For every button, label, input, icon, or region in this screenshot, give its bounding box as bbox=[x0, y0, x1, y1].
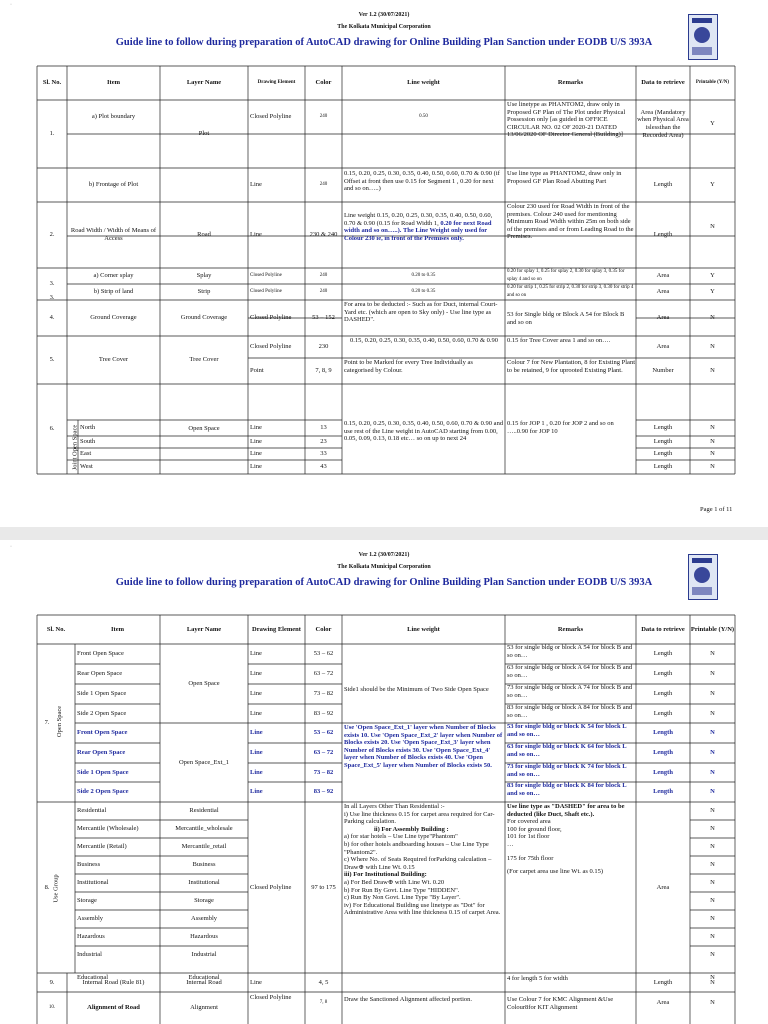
row-6-layer: Open Space bbox=[188, 425, 220, 433]
row-8-item: Residential bbox=[77, 807, 107, 815]
row-1-sl: 1. bbox=[49, 130, 55, 138]
row-6-east-element: Line bbox=[250, 450, 262, 458]
row-7-item: Rear Open Space bbox=[77, 749, 126, 757]
row-7-data: Length bbox=[653, 650, 673, 658]
row-6-west-item: West bbox=[80, 463, 93, 471]
row-3b-element: Closed Polyline bbox=[250, 289, 282, 295]
row-7-data: Length bbox=[653, 670, 673, 678]
corporation-name-2: The Kolkata Municipal Corporation bbox=[337, 564, 431, 570]
row-10-layer: Alignment bbox=[190, 1004, 218, 1012]
row-7-item: Side 2 Open Space bbox=[77, 788, 129, 796]
row-7-group-label: Open Space bbox=[56, 705, 64, 738]
row-8-item: Institutional bbox=[77, 879, 109, 887]
row-8-item: Industrial bbox=[77, 951, 102, 959]
row-7-printable: N bbox=[710, 670, 715, 678]
row-6-south-color: 23 bbox=[320, 438, 327, 446]
row-8-item: Storage bbox=[77, 897, 97, 905]
row-6-north-item: North bbox=[80, 424, 96, 432]
row-7-color: 63 – 72 bbox=[313, 670, 334, 678]
p2-col-header-data: Data to retrieve bbox=[641, 625, 685, 633]
row-1a-weight: 0.50 bbox=[419, 114, 428, 120]
row-7-item: Side 1 Open Space bbox=[77, 768, 129, 776]
row-5a-printable: N bbox=[710, 343, 715, 351]
row-6-east-color: 33 bbox=[320, 450, 327, 458]
row-3b-data: Area bbox=[656, 288, 670, 296]
row-8-layer: Institutional bbox=[188, 879, 220, 887]
version-label: Ver 1.2 (30/07/2021) bbox=[358, 12, 410, 18]
row-2-printable: N bbox=[710, 223, 715, 231]
row-3b-layer: Strip bbox=[197, 288, 211, 296]
row-5a-weight: 0.15, 0.20, 0.25, 0.30, 0.35, 0.40, 0.50, 0.60, 0.70 & 0.90 bbox=[349, 337, 499, 344]
row-7-element: Line bbox=[250, 788, 263, 796]
row-1b-weight: 0.15, 0.20, 0.25, 0.30, 0.35, 0.40, 0.50, 0.60, 0.70 & 0.90 (if Offset at front then use 0.15 for Segment 1 , 0.20 for next and so on…..) bbox=[344, 170, 500, 193]
row-6-west-element: Line bbox=[250, 463, 262, 471]
row-8-weight-line: b) For Run By Govt. Line Type "HIDDEN". bbox=[344, 886, 460, 894]
row-2-data: Length bbox=[653, 231, 673, 239]
row-4-item: Ground Coverage bbox=[90, 314, 137, 322]
row-7-remarks: 83 for single bldg or block K 84 for block L and so on… bbox=[507, 782, 627, 797]
row-8-weight-line: ii) For Assembly Building : bbox=[374, 825, 449, 833]
p2-col-header-color: Color bbox=[315, 625, 332, 633]
row-8-weight-line: iii) For Institutional Building: bbox=[344, 871, 427, 879]
row-10-weight: Draw the Sanctioned Alignment affected portion. bbox=[344, 996, 473, 1003]
row-8-weight-line: i) Use line thickness 0.15 for carpet area required for Car-Parking calculation. bbox=[344, 810, 495, 826]
row-9-color: 4, 5 bbox=[318, 978, 329, 986]
row-3b-weight: 0.20 to 0.35 bbox=[411, 289, 436, 295]
row-8-remarks-line: For covered area bbox=[507, 818, 551, 826]
row-5b-color: 7, 8, 9 bbox=[315, 367, 332, 375]
row-10-data: Area bbox=[656, 999, 670, 1007]
row-8-weight-line: iv) For Educational Building use linetype as "Dot" for Administrative Area with line thickness 0.15 of carpet Area. bbox=[344, 901, 501, 917]
row-2-color: 230 & 240 bbox=[309, 231, 338, 239]
version-label-2: Ver 1.2 (30/07/2021) bbox=[358, 552, 410, 558]
row-8-remarks-line: 101 for 1st floor bbox=[507, 833, 550, 841]
row-1b-item: b) Frontage of Plot bbox=[88, 181, 139, 189]
row-8-printable: N bbox=[710, 861, 715, 869]
row-1a-color: 240 bbox=[319, 114, 328, 120]
row-9-item: Internal Road (Rule 81) bbox=[82, 978, 145, 986]
row-8-layer: Mercantile_retail bbox=[181, 843, 227, 851]
row-7-item: Side 1 Open Space bbox=[77, 690, 127, 698]
row-2-remarks: Colour 230 used for Road Width in front of the premises. Colour 240 used for mentioning Minimum Road Width within 25m on both side of the premises and or from Leading Road to the Premises. bbox=[507, 203, 634, 241]
row-8-item: Mercantile (Retail) bbox=[77, 843, 127, 851]
row-7-element: Line bbox=[250, 749, 263, 757]
row-7-layer-b: Open Space_Ext_1 bbox=[178, 758, 229, 766]
row-2-item: Road Width / Width of Means of Access bbox=[70, 227, 157, 242]
row-7-remarks: 83 for single bldg or block A 84 for block B and so on… bbox=[507, 704, 633, 719]
row-6-north-color: 13 bbox=[320, 424, 327, 432]
row-7-color: 73 – 82 bbox=[313, 768, 334, 776]
row-8-weight bbox=[344, 803, 504, 973]
row-8-weight-line: In all Layers Other Than Residential :- bbox=[344, 803, 445, 810]
page-separator bbox=[0, 527, 768, 540]
row-6-west-data: Length bbox=[653, 463, 673, 471]
row-8-remarks-line: 175 for 75th floor bbox=[507, 854, 554, 862]
row-6-west-color: 43 bbox=[320, 463, 327, 471]
row-10-sl: 10. bbox=[48, 1005, 56, 1011]
row-6-east-data: Length bbox=[653, 450, 673, 458]
row-1a-remarks: Use linetype as PHANTOM2, draw only in Proposed GF Plan of The Plot under Physical Possession only [as guided in OFFICE CIRCULAR NO. 02 OF 2020-21 DATED 13/06/2020 OF Director General (Building)] bbox=[507, 101, 626, 139]
row-5-item: Tree Cover bbox=[98, 356, 129, 364]
row-8-printable: N bbox=[710, 915, 715, 923]
row-9-printable: N bbox=[710, 978, 715, 986]
p2-col-header-printable: Printable (Y/N) bbox=[690, 625, 735, 633]
row-10-color: 7, 8 bbox=[319, 1000, 328, 1006]
col-header-layer: Layer Name bbox=[186, 79, 222, 87]
row-7-element: Line bbox=[250, 670, 262, 678]
p2-col-header-sl: Sl. No. bbox=[46, 625, 66, 633]
row-8-item: Assembly bbox=[77, 915, 103, 923]
row-1b-color: 240 bbox=[319, 182, 328, 188]
row-10-printable: N bbox=[710, 999, 715, 1007]
row-5a-data: Area bbox=[656, 343, 670, 351]
row-8-data: Area bbox=[656, 883, 670, 891]
row-7-remarks: 63 for single bldg or block A 64 for block B and so on… bbox=[507, 664, 633, 679]
row-3a-color: 240 bbox=[319, 273, 328, 279]
row-8-layer: Storage bbox=[194, 897, 214, 905]
row-5b-printable: N bbox=[710, 367, 715, 375]
row-8-remarks-line: Use line type as "DASHED" for area to be deducted (like Duct, Shaft etc.). bbox=[507, 803, 625, 818]
row-2-sl: 2. bbox=[49, 231, 55, 239]
row-3a-data: Area bbox=[656, 272, 670, 280]
row-8-remarks-line: … bbox=[507, 840, 514, 848]
row-1a-element: Closed Polyline bbox=[250, 113, 292, 121]
row-8-printable: N bbox=[710, 843, 715, 851]
row-8-item: Mercantile (Wholesale) bbox=[77, 825, 139, 833]
row-8-group-label: Use Group bbox=[52, 874, 60, 903]
row-7-item: Side 2 Open Space bbox=[77, 709, 127, 717]
row-8-printable: N bbox=[710, 951, 715, 959]
row-1-layer: Plot bbox=[198, 130, 210, 138]
row-8-weight-line: c) Run By Non Govt. Line Type "By Layer". bbox=[344, 894, 461, 902]
row-7-item: Front Open Space bbox=[77, 650, 124, 658]
row-7-color: 53 – 62 bbox=[313, 729, 334, 737]
row-7-remarks: 73 for single bldg or block K 74 for block L and so on… bbox=[507, 763, 627, 778]
col-header-color: Color bbox=[315, 79, 332, 87]
row-8-sl: 8. bbox=[44, 884, 50, 892]
row-3b-printable: Y bbox=[710, 288, 715, 296]
row-3b-color: 240 bbox=[319, 289, 328, 295]
row-5a-remarks: 0.15 for Tree Cover area 1 and so on…. bbox=[507, 337, 611, 344]
row-4-layer: Ground Coverage bbox=[180, 314, 228, 322]
row-8-remarks-line: 100 for ground floor, bbox=[507, 825, 562, 833]
row-4-sl: 4. bbox=[49, 314, 55, 322]
row-6-north-printable: N bbox=[710, 424, 715, 432]
row-6-remarks: 0.15 for JOP 1 , 0.20 for JOP 2 and so on …..0.90 for JOP 10 bbox=[507, 420, 614, 435]
row-7-color: 83 – 92 bbox=[313, 709, 334, 717]
row-1b-data: Length bbox=[653, 181, 673, 189]
row-6-east-printable: N bbox=[710, 450, 715, 458]
row-7-printable: N bbox=[710, 729, 715, 737]
row-7-printable: N bbox=[710, 749, 715, 757]
corner-mark: · bbox=[10, 2, 12, 8]
row-7-element: Line bbox=[250, 729, 263, 737]
row-6-weight: 0.15, 0.20, 0.25, 0.30, 0.35, 0.40, 0.50, 0.60, 0.70 & 0.90 and use rest of the Line weight in AutoCAD starting from 0.00, 0.05, 0.09, 0.13, 0.18 etc… so on up to next 24 bbox=[344, 420, 504, 443]
row-3b-item: b) Strip of land bbox=[93, 288, 134, 296]
col-header-item: Item bbox=[107, 79, 120, 87]
row-8-color: 97 to 175 bbox=[311, 883, 336, 891]
row-8-layer: Hazardous bbox=[190, 933, 218, 941]
page-number: Page 1 of 11 bbox=[700, 506, 733, 513]
row-7-printable: N bbox=[710, 650, 715, 658]
row-8-item: Educational bbox=[77, 973, 109, 981]
document-title-2: Guide line to follow during preparation of AutoCAD drawing for Online Building Plan Sanction under EODB U/S 393A bbox=[115, 577, 653, 588]
row-8-printable: N bbox=[710, 879, 715, 887]
row-7-data: Length bbox=[653, 709, 673, 717]
p2-col-header-weight: Line weight bbox=[407, 625, 440, 633]
row-2-layer: Road bbox=[197, 231, 211, 239]
document-title: Guide line to follow during preparation of AutoCAD drawing for Online Building Plan Sanction under EODB U/S 393A bbox=[115, 37, 653, 48]
row-7-data: Length bbox=[653, 690, 673, 698]
row-10-remarks: Use Colour 7 for KMC Alignment &Use Colour8for KIT Alignment bbox=[507, 996, 614, 1011]
row-9-remarks: 4 for length 5 for width bbox=[507, 975, 568, 982]
row-8-printable: N bbox=[710, 807, 715, 815]
row-7-weight-a: Side1 should be the Minimum of Two Side Open Space bbox=[344, 686, 489, 693]
row-3-sl: 3. bbox=[49, 294, 55, 302]
row-7-element: Line bbox=[250, 768, 263, 776]
row-3a-weight: 0.20 to 0.35 bbox=[411, 273, 436, 279]
corporation-name: The Kolkata Municipal Corporation bbox=[337, 24, 431, 30]
row-7-remarks: 53 for single bldg or block K 54 for block L and so on… bbox=[507, 723, 627, 738]
col-header-remarks: Remarks bbox=[557, 79, 584, 87]
row-8-item: Hazardous bbox=[77, 933, 105, 941]
row-7-remarks: 53 for single bldg or block A 54 for block B and so on… bbox=[507, 644, 633, 659]
row-8-layer: Mercantile_wholesale bbox=[175, 825, 233, 833]
row-5b-weight: Point to be Marked for every Tree Individually as categorised by Colour. bbox=[344, 359, 473, 374]
row-5-layer: Tree Cover bbox=[189, 356, 219, 364]
row-1a-item: a) Plot boundary bbox=[91, 113, 136, 121]
row-6-east-item: East bbox=[80, 450, 92, 458]
row-8-layer: Industrial bbox=[191, 951, 217, 959]
row-3a-layer: Splay bbox=[196, 272, 212, 280]
row-1b-remarks: Use line type as PHANTOM2, draw only in Proposed GF Plan Road Abutting Part bbox=[507, 170, 622, 185]
row-7-data: Length bbox=[653, 749, 673, 757]
row-9-layer: Internal Road bbox=[186, 978, 222, 986]
row-6-south-item: South bbox=[80, 438, 96, 446]
row-7-printable: N bbox=[710, 709, 715, 717]
row-8-weight-line: c) Where No. of Seats Required forParking calculation – Draw⊕ with Line Wt. 0.15 bbox=[344, 856, 492, 871]
row-6-group-label: Joint Open Space bbox=[71, 424, 79, 471]
row-5-sl: 5. bbox=[49, 356, 55, 364]
col-header-printable: Printable (Y/N) bbox=[695, 80, 730, 86]
row-7-item: Rear Open Space bbox=[77, 670, 123, 678]
row-4-printable: N bbox=[710, 314, 715, 322]
row-6-sl: 6. bbox=[49, 425, 55, 433]
row-7-printable: N bbox=[710, 788, 715, 796]
row-7-remarks: 73 for single bldg or block A 74 for block B and so on… bbox=[507, 684, 633, 699]
row-10-element: Closed Polyline bbox=[250, 994, 292, 1001]
row-5a-element: Closed Polyline bbox=[250, 343, 292, 351]
row-7-color: 73 – 82 bbox=[313, 690, 334, 698]
row-6-north-element: Line bbox=[250, 424, 262, 432]
row-4-color: 53 – 152 bbox=[312, 314, 335, 322]
corner-mark-2: · bbox=[10, 544, 12, 550]
row-6-west-printable: N bbox=[710, 463, 715, 471]
row-7-element: Line bbox=[250, 709, 262, 717]
row-7-data: Length bbox=[653, 768, 673, 776]
row-7-element: Line bbox=[250, 690, 262, 698]
row-7-item: Front Open Space bbox=[77, 729, 128, 737]
row-8-printable: N bbox=[710, 933, 715, 941]
row-2-weight-text: Line weight 0.15, 0.20, 0.25, 0.30, 0.35, 0.40, 0.50, 0.60, 0.70 & 0.90 (0.15 for Road Width 1, bbox=[344, 212, 493, 227]
row-8-remarks bbox=[507, 803, 635, 973]
row-3b-remarks: 0.20 for strip 1, 0.25 for strip 2, 0.30 for strip 3, 0.30 for strip 4 and so on bbox=[507, 285, 634, 298]
row-4-remarks: 53 for Single bldg or Block A 54 for Block B and so on bbox=[507, 310, 625, 326]
row-5b-data: Number bbox=[652, 367, 674, 375]
row-7-weight-b: Use 'Open Space_Ext_1' layer when Number of Blocks exists 10. Use 'Open Space_Ext_2' layer when Number of Blocks exists 20. Use 'Open Space_Ext_3' layer when Number of Blocks exists 30. Use 'Open Space_Ext_4' layer when Number of Blocks exists 40. Use 'Open Space_Ext_5' layer when Number of Blocks exists 50. bbox=[344, 724, 503, 769]
p2-col-header-layer: Layer Name bbox=[186, 625, 222, 633]
row-4-data: Area bbox=[656, 314, 670, 322]
row-6-south-data: Length bbox=[653, 438, 673, 446]
col-header-sl: Sl. No. bbox=[42, 79, 62, 87]
row-1a-data: Area (Mandatory when Physical Area islessthan the Recorded Area) bbox=[637, 108, 689, 139]
row-8-weight-line: b) for other hotels andboarding houses – Use Line Type "Phantom2". bbox=[344, 840, 489, 856]
col-header-data: Data to retrieve bbox=[641, 79, 685, 87]
row-4-weight: For area to be deducted :- Such as for Duct, internal Court-Yard etc. (which are open to Sky only) - Use line type as DASHED". bbox=[344, 301, 498, 324]
row-8-layer: Assembly bbox=[191, 915, 217, 923]
row-9-data: Length bbox=[653, 978, 673, 986]
row-7-sl: 7. bbox=[44, 719, 50, 727]
row-8-weight-line: a) For Bed Draw⊕ with Line Wt. 0.20 bbox=[344, 878, 445, 886]
row-2-weight-note: 0.20 for next Road width and so on…..). The Line Weight only used for Colour 230 ie, in front of the Premises only. bbox=[344, 219, 492, 242]
row-8-printable: N bbox=[710, 973, 715, 981]
document-page-2 bbox=[0, 540, 768, 1024]
row-8-printable: N bbox=[710, 825, 715, 833]
row-7-printable: N bbox=[710, 768, 715, 776]
row-3a-remarks: 0.20 for splay 1, 0.25 for splay 2, 0.30 for splay 3, 0.35 for splay 4 and so on bbox=[507, 269, 625, 282]
row-7-data: Length bbox=[653, 788, 673, 796]
row-6-south-printable: N bbox=[710, 438, 715, 446]
row-8-printable: N bbox=[710, 897, 715, 905]
row-7-element: Line bbox=[250, 650, 262, 658]
row-7-color: 53 – 62 bbox=[313, 650, 334, 658]
col-header-weight: Line weight bbox=[407, 79, 440, 87]
row-2-element: Line bbox=[250, 231, 262, 239]
row-5b-remarks: Colour 7 for New Plantation, 8 for Existing Plant to be retained, 9 for uprooted Existing Plant. bbox=[507, 359, 635, 374]
row-8-layer: Residential bbox=[189, 807, 219, 815]
row-6-north-data: Length bbox=[653, 424, 673, 432]
row-3a-element: Closed Polyline bbox=[250, 273, 282, 279]
row-1b-printable: Y bbox=[710, 181, 715, 189]
row-3a-item: a) Corner splay bbox=[93, 272, 134, 280]
row-8-element: Closed Polyline bbox=[250, 883, 292, 891]
col-header-element: Drawing Element bbox=[257, 80, 296, 86]
p2-col-header-element: Drawing Element bbox=[252, 625, 301, 633]
row-1a-printable: Y bbox=[710, 120, 715, 128]
row-3a-printable: Y bbox=[710, 272, 715, 280]
row-8-layer: Business bbox=[192, 861, 216, 869]
p2-col-header-remarks: Remarks bbox=[557, 625, 584, 633]
row-5b-element: Point bbox=[250, 367, 264, 375]
row-9-element: Line bbox=[250, 978, 262, 986]
row-7-remarks: 63 for single bldg or block K 64 for block L and so on… bbox=[507, 743, 627, 758]
row-3-sl: 3. bbox=[49, 280, 55, 288]
row-9-sl: 9. bbox=[49, 978, 55, 986]
row-8-remarks-line: (For carpet area use line Wt. as 0.15) bbox=[507, 868, 604, 876]
row-4-element: Closed Polyline bbox=[250, 314, 292, 322]
row-7-layer-a: Open Space bbox=[188, 679, 220, 687]
row-7-color: 63 – 72 bbox=[313, 749, 334, 757]
row-7-color: 83 – 92 bbox=[313, 788, 334, 796]
row-8-weight-line: a) for star hotels – Use Line type"Phantom" bbox=[344, 833, 458, 841]
row-1b-element: Line bbox=[250, 181, 262, 189]
row-10-item: Alignment of Road bbox=[87, 1004, 140, 1012]
row-5a-color: 230 bbox=[318, 343, 329, 351]
row-7-data: Length bbox=[653, 729, 673, 737]
row-8-item: Business bbox=[77, 861, 101, 869]
row-6-south-element: Line bbox=[250, 438, 262, 446]
row-8-layer: Educational bbox=[188, 973, 220, 981]
p2-col-header-item: Item bbox=[111, 625, 124, 633]
row-7-printable: N bbox=[710, 690, 715, 698]
